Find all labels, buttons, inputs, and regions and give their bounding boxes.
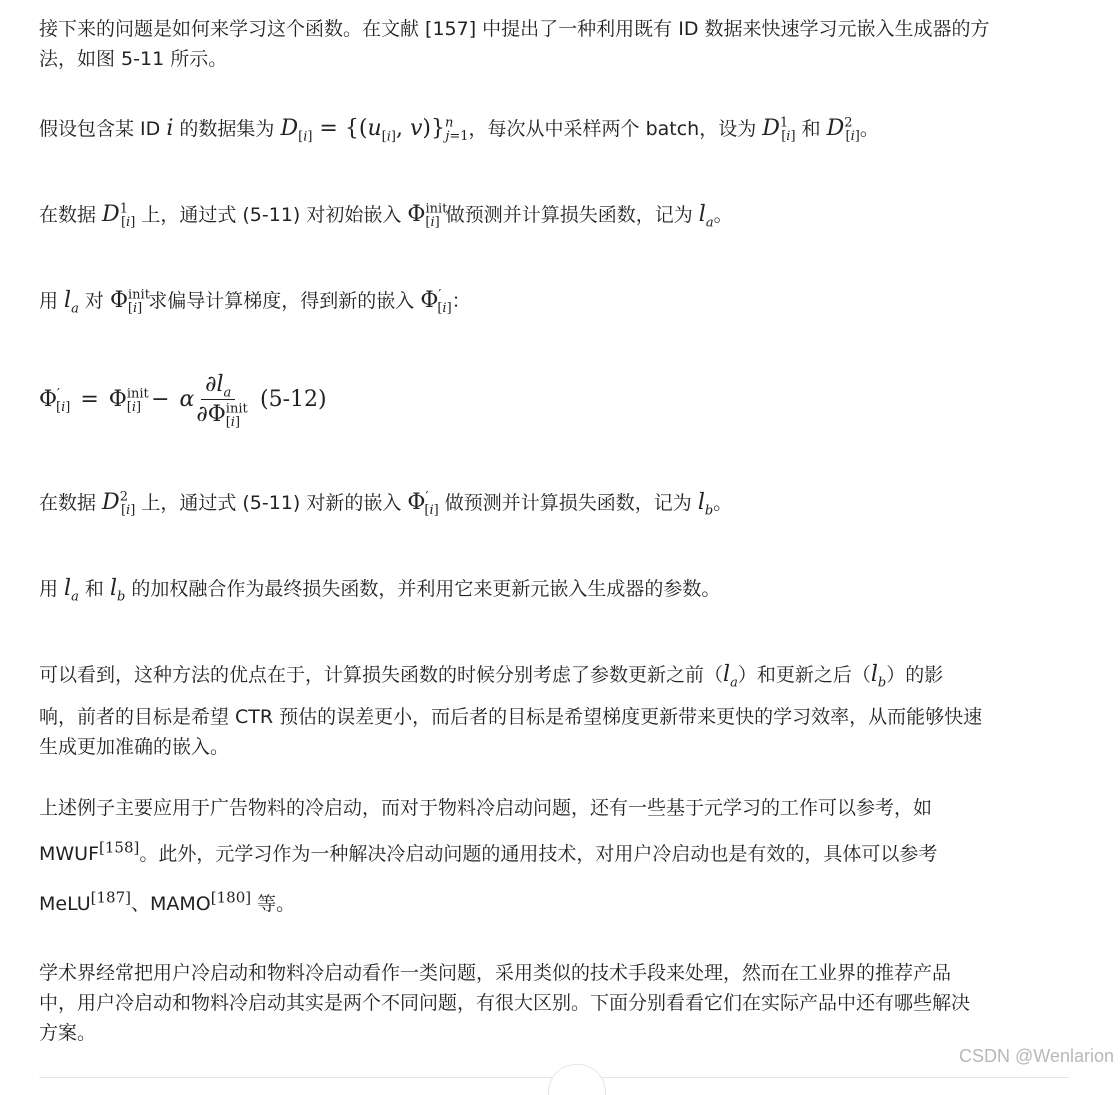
math-lb: $l_b$ xyxy=(109,576,126,605)
equation-5-12 xyxy=(39,359,327,439)
math-lb: $l_b$ xyxy=(697,490,714,519)
paragraph-related-work-line-1: 上述例子主要应用于广告物料的冷启动，而对于物料冷启动问题，还有一些基于元学习的工作可以参考，如 xyxy=(39,797,933,819)
math-dataset-def: $D_{[i]} = \{(u_{[i]}$, v)}$^n_{j=1}$ xyxy=(280,115,469,145)
minus-sign: − xyxy=(151,386,170,412)
paragraph-intro xyxy=(39,14,990,74)
math-phi-prime: $\Phi'_{[i]}$ xyxy=(420,287,452,317)
math-la: $l_a$ xyxy=(64,288,79,317)
scroll-handle[interactable] xyxy=(548,1064,606,1095)
citation-158[interactable]: [158] xyxy=(99,838,140,857)
citation-180[interactable]: [180] xyxy=(210,888,252,907)
paragraph-conclusion-line-2: 中，用户冷启动和物料冷启动其实是两个不同问题，有很大区别。下面分别看看它们在实际产品中还有哪些解决 xyxy=(39,992,971,1014)
math-d1: $D^1_{[i]}$ xyxy=(762,115,796,145)
math-alpha: α xyxy=(179,386,195,412)
paragraph-related-work-line-2: MWUF[158]。此外，元学习作为一种解决冷启动问题的通用技术，对用户冷启动也是有效的，具体可以参考 xyxy=(39,838,938,865)
math-la: $l_a$ xyxy=(698,202,714,231)
paragraph-advantage-line-3: 生成更加准确的嵌入。 xyxy=(39,736,230,758)
paragraph-advantage xyxy=(39,656,1111,762)
paragraph-conclusion-line-3: 方案。 xyxy=(39,1022,97,1044)
paragraph-related-work-line-3: MeLU[187]、MAMO[180] 等。 xyxy=(39,888,296,915)
equals-sign: = xyxy=(80,386,99,412)
paragraph-conclusion-line-1: 学术界经常把用户冷启动和物料冷启动看作一类问题，采用类似的技术手段来处理，然而在工业界的推荐产品 xyxy=(39,962,952,984)
paragraph-intro-line-1: 接下来的问题是如何来学习这个函数。在文献 [157] 中提出了一种利用既有 ID 数据来快速学习元嵌入生成器的方 xyxy=(39,18,990,40)
math-i: i xyxy=(166,116,174,141)
equation-number: (5-12) xyxy=(260,386,327,412)
paragraph-dataset: 假设包含某 ID i 的数据集为 $D_{[i]} = \{(u_{[i]}$, v)}$^n_{j=1}$，每次从中采样两个 batch，设为 $D^1_{[i]}$ 和 $D^2_{[i]}$。 xyxy=(39,115,879,145)
math-phi-init: $\Phi^{init}_{[i]}$ xyxy=(407,201,448,231)
math-phi-prime: $\Phi'_{[i]}$ xyxy=(407,489,439,519)
equation-lhs: $\Phi'_{[i]}$ xyxy=(39,386,71,415)
watermark: CSDN @Wenlarion xyxy=(959,1046,1114,1066)
math-la: $l_a$ xyxy=(64,576,79,605)
math-d1: $D^1_{[i]}$ xyxy=(102,201,136,231)
paragraph-conclusion xyxy=(39,958,1111,1048)
fraction-denominator: $\partial\Phi^{init}_{[i]}$ xyxy=(196,401,248,430)
paragraph-related-work xyxy=(39,792,1111,926)
equation-phi-init: $\Phi^{init}_{[i]}$ xyxy=(108,386,149,415)
paragraph-new-embedding: 在数据 $D^2_{[i]}$ 上，通过式 (5-11) 对新的嵌入 $\Phi'_{[i]}$ 做预测并计算损失函数，记为 $l_b$。 xyxy=(39,489,733,519)
paragraph-advantage-line-1: 可以看到，这种方法的优点在于，计算损失函数的时候分别考虑了参数更新之前$(l_a)$和更新之后$(l_b)$的影 xyxy=(39,662,944,691)
partial-fraction xyxy=(196,371,248,430)
math-phi-init: $\Phi^{init}_{[i]}$ xyxy=(109,287,150,317)
citation-187[interactable]: [187] xyxy=(90,888,131,907)
math-d2: $D^2_{[i]}$ xyxy=(102,489,136,519)
math-la: $l_a$ xyxy=(723,662,738,691)
math-lb: $l_b$ xyxy=(870,662,887,691)
paragraph-gradient: 用 $l_a$ 对 $\Phi^{init}_{[i]}$ 求偏导计算梯度，得到新的嵌入 $\Phi'_{[i]}$： xyxy=(39,287,471,317)
paragraph-initial-embedding: 在数据 $D^1_{[i]}$ 上，通过式 (5-11) 对初始嵌入 $\Phi^{init}_{[i]}$ 做预测并计算损失函数，记为 $l_a$。 xyxy=(39,201,733,231)
fraction-numerator: $\partial l_a$ xyxy=(201,372,235,400)
math-d2: $D^2_{[i]}$ xyxy=(826,115,860,145)
paragraph-weighted-loss: 用 $l_a$ 和 $l_b$ 的加权融合作为最终损失函数，并利用它来更新元嵌入生成器的参数。 xyxy=(39,576,721,605)
paragraph-intro-line-2: 法，如图 5-11 所示。 xyxy=(39,48,228,70)
paragraph-advantage-line-2: 响，前者的目标是希望 CTR 预估的误差更小，而后者的目标是希望梯度更新带来更快的学习效率，从而能够快速 xyxy=(39,706,983,728)
